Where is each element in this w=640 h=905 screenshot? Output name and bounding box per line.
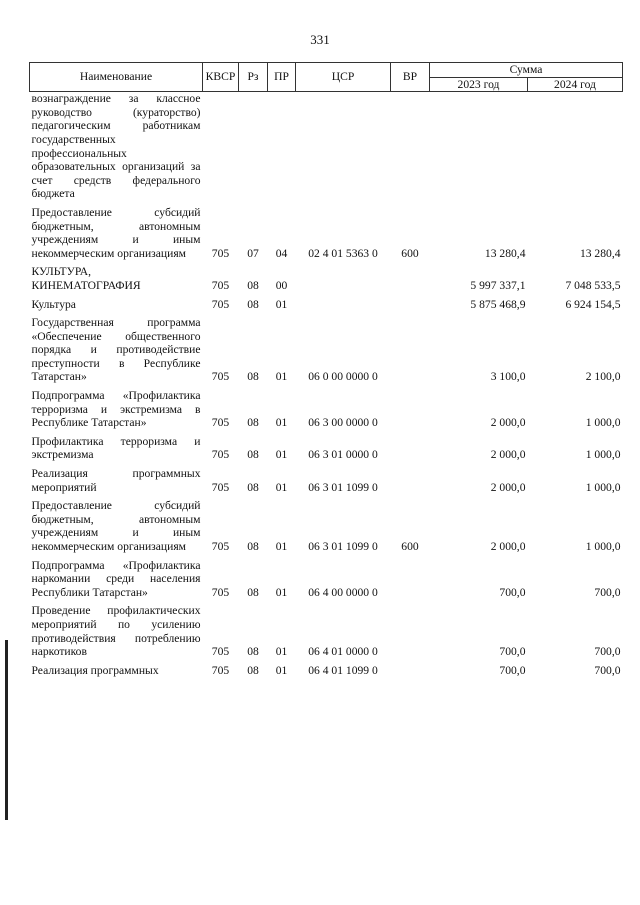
- cell-name: Государственная программа «Обеспечение общественного порядка и противодействие преступности в Республике Татарстан»: [31, 316, 201, 384]
- cell-rz: 08: [247, 278, 259, 292]
- cell-kvsr: 705: [211, 416, 230, 430]
- cell-kvsr: 705: [211, 448, 230, 462]
- cell-amount-2024: 1 000,0: [585, 540, 621, 553]
- cell-vr: [391, 599, 430, 658]
- cell-pr: 01: [275, 480, 288, 494]
- cell-pr: 00: [275, 278, 288, 292]
- cell-kvsr: 705: [211, 246, 230, 260]
- cell-vr: [391, 659, 430, 678]
- table-header: [30, 63, 623, 92]
- cell-pr: 01: [275, 540, 288, 553]
- cell-vr: [391, 293, 430, 312]
- cell-pr: 01: [275, 416, 288, 430]
- header-pr: ПР: [268, 63, 296, 92]
- table-row: [30, 599, 623, 658]
- cell-amount-2023: [430, 92, 528, 201]
- cell-pr: 01: [275, 645, 288, 659]
- cell-kvsr: 705: [211, 278, 230, 292]
- header-2024: 2024 год: [528, 77, 623, 92]
- cell-amount-2024: 700,0: [594, 645, 621, 659]
- cell-name: Проведение профилактических мероприятий по усилению противодействия потреблению наркотиков: [31, 604, 201, 659]
- cell-rz: 08: [247, 370, 259, 384]
- cell-csr: [296, 92, 391, 201]
- header-kvsr: КВСР: [203, 63, 239, 92]
- cell-kvsr: 705: [211, 297, 230, 311]
- cell-kvsr: 705: [211, 540, 230, 553]
- budget-table: [29, 62, 623, 677]
- header-rz: Рз: [239, 63, 268, 92]
- table-row: [30, 554, 623, 600]
- cell-kvsr: 705: [211, 663, 230, 677]
- cell-pr: 01: [275, 663, 288, 677]
- cell-amount-2023: 2 000,0: [490, 480, 526, 494]
- cell-csr: 06 4 00 0000 0: [308, 585, 378, 599]
- header-vr: ВР: [391, 63, 430, 92]
- cell-name: Реализация программных мероприятий: [31, 467, 201, 494]
- cell-pr: 01: [275, 448, 288, 462]
- cell-csr: 06 4 01 1099 0: [308, 663, 378, 677]
- cell-rz: 07: [247, 246, 259, 260]
- cell-pr: 01: [275, 585, 288, 599]
- cell-vr: [391, 430, 430, 462]
- cell-amount-2023: 13 280,4: [484, 246, 526, 260]
- cell-vr: [391, 311, 430, 384]
- cell-rz: 08: [247, 540, 259, 553]
- cell-name: Профилактика терроризма и экстремизма: [31, 434, 201, 462]
- cell-name: КУЛЬТУРА, КИНЕМАТОГРАФИЯ: [31, 265, 141, 292]
- cell-csr: 06 0 00 0000 0: [308, 370, 378, 384]
- cell-vr: [391, 92, 430, 201]
- cell-name: Предоставление субсидий бюджетным, автономным учреждениям и иным некоммерческим организациям: [31, 499, 201, 553]
- cell-csr: 06 3 01 0000 0: [308, 448, 378, 462]
- cell-vr: 600: [401, 246, 419, 260]
- table-row: [30, 462, 623, 494]
- cell-vr: 600: [401, 540, 419, 553]
- cell-amount-2024: 13 280,4: [579, 246, 621, 260]
- cell-name: Предоставление субсидий бюджетным, автономным учреждениям и иным некоммерческим организациям: [31, 205, 201, 260]
- cell-amount-2024: 1 000,0: [585, 480, 621, 494]
- table-row: [30, 659, 623, 678]
- cell-kvsr: [203, 92, 239, 201]
- cell-amount-2023: 2 000,0: [490, 540, 526, 553]
- cell-csr: [296, 293, 391, 312]
- cell-vr: [391, 260, 430, 292]
- cell-vr: [391, 384, 430, 430]
- cell-rz: 08: [247, 645, 259, 659]
- cell-amount-2024: [528, 92, 623, 201]
- cell-rz: 08: [247, 585, 259, 599]
- table-row: [30, 430, 623, 462]
- cell-name: Реализация программных: [31, 663, 159, 677]
- cell-csr: 06 3 00 0000 0: [308, 416, 378, 430]
- table-row: [30, 311, 623, 384]
- page-number: 331: [310, 32, 330, 47]
- table-row: [30, 494, 623, 553]
- cell-amount-2023: 2 000,0: [490, 448, 526, 462]
- table-row: [30, 260, 623, 292]
- cell-amount-2024: 6 924 154,5: [565, 297, 621, 311]
- table-row: [30, 293, 623, 312]
- cell-rz: 08: [247, 480, 259, 494]
- cell-amount-2023: 5 997 337,1: [470, 278, 526, 292]
- table-row: [30, 201, 623, 260]
- cell-amount-2023: 3 100,0: [490, 370, 526, 384]
- cell-name: Подпрограмма «Профилактика терроризма и экстремизма в Республике Татарстан»: [31, 389, 201, 430]
- cell-rz: 08: [247, 663, 259, 677]
- cell-amount-2023: 5 875 468,9: [470, 297, 526, 311]
- cell-rz: [239, 92, 268, 201]
- cell-pr: 01: [275, 370, 288, 384]
- table-body: [30, 92, 623, 678]
- cell-pr: [268, 92, 296, 201]
- cell-amount-2024: 1 000,0: [585, 416, 621, 430]
- cell-amount-2023: 700,0: [499, 663, 526, 677]
- cell-csr: [296, 260, 391, 292]
- cell-rz: 08: [247, 416, 259, 430]
- cell-rz: 08: [247, 448, 259, 462]
- cell-csr: 06 3 01 1099 0: [308, 540, 378, 553]
- binding-margin-line: [5, 640, 8, 820]
- cell-vr: [391, 462, 430, 494]
- cell-amount-2023: 700,0: [499, 585, 526, 599]
- cell-rz: 08: [247, 297, 259, 311]
- header-csr: ЦСР: [296, 63, 391, 92]
- cell-kvsr: 705: [211, 585, 230, 599]
- cell-name: Культура: [31, 297, 76, 311]
- cell-kvsr: 705: [211, 370, 230, 384]
- header-name: Наименование: [30, 63, 203, 92]
- cell-name: вознаграждение за классное руководство (кураторство) педагогическим работникам государственных профессиональных образовательных организаций за счет средств федерального бюджета: [31, 92, 201, 201]
- cell-csr: 06 3 01 1099 0: [308, 480, 378, 494]
- cell-amount-2024: 700,0: [594, 585, 621, 599]
- cell-kvsr: 705: [211, 480, 230, 494]
- cell-amount-2024: 7 048 533,5: [565, 278, 621, 292]
- cell-csr: 02 4 01 5363 0: [308, 246, 378, 260]
- cell-pr: 01: [275, 297, 288, 311]
- cell-amount-2024: 700,0: [594, 663, 621, 677]
- cell-amount-2023: 2 000,0: [490, 416, 526, 430]
- table-row: [30, 92, 623, 201]
- cell-amount-2024: 1 000,0: [585, 448, 621, 462]
- header-sum: Сумма: [430, 63, 623, 78]
- cell-name: Подпрограмма «Профилактика наркомании среди населения Республики Татарстан»: [31, 558, 201, 599]
- cell-vr: [391, 554, 430, 600]
- cell-amount-2024: 2 100,0: [585, 370, 621, 384]
- cell-csr: 06 4 01 0000 0: [308, 645, 378, 659]
- header-2023: 2023 год: [430, 77, 528, 92]
- cell-amount-2023: 700,0: [499, 645, 526, 659]
- table-row: [30, 384, 623, 430]
- cell-pr: 04: [275, 246, 288, 260]
- cell-kvsr: 705: [211, 645, 230, 659]
